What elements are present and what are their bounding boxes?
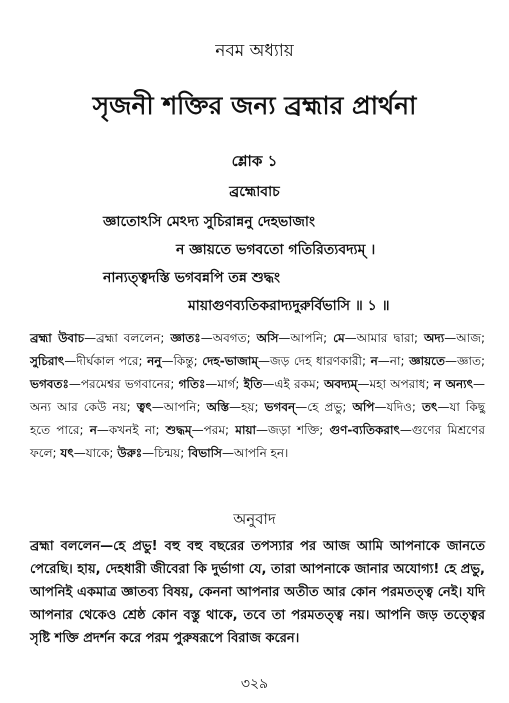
synonym-term: ননু <box>147 354 162 368</box>
page-number: ৩২৯ <box>240 676 269 692</box>
chapter-title: সৃজনী শক্তির জন্য ব্রহ্মার প্রার্থনা <box>92 91 417 120</box>
synonym-meaning: মহা অপরাধ <box>369 377 426 391</box>
synonym-meaning: কখনই না <box>108 423 156 437</box>
synonym-term: জ্ঞায়তে <box>409 354 445 368</box>
synonym-meaning: চিন্ময় <box>154 446 181 460</box>
synonym-term: ভগবতঃ <box>30 377 69 391</box>
synonym-meaning: আজ <box>456 331 481 345</box>
synonym-meaning: পরমেশ্বর ভগবানের <box>80 377 171 391</box>
synonym-term: অদ্য <box>424 331 445 345</box>
synonym-meaning: জড় দেহ ধারণকারী <box>270 354 362 368</box>
verse-line-2: ন জ্ঞায়তে ভগবতো গতিরিত্যবদ্যম্ । <box>176 242 376 258</box>
synonym-term: ন <box>370 354 378 368</box>
synonym-meaning: পরম <box>203 423 225 437</box>
synonym-term: ব্রহ্মা উবাচ <box>30 331 85 345</box>
synonym-term: শুদ্ধম্ <box>165 423 192 437</box>
synonym-meaning: জ্ঞাত <box>456 354 481 368</box>
synonym-meaning: আমার দ্বারা <box>356 331 415 345</box>
synonym-term: সুচিরাৎ <box>30 354 65 368</box>
synonym-meaning: অন্য আর কেউ নয় <box>30 400 127 414</box>
synonym-term: দেহ-ভাজাম্ <box>202 354 258 368</box>
synonym-meaning: আপনি হন <box>234 446 285 460</box>
synonym-meaning: যাকে <box>85 446 110 460</box>
synonym-meaning: জড়া শক্তি <box>268 423 320 437</box>
synonym-term: ন <box>89 423 97 437</box>
synonym-meaning: যা কিছু হতে পারে <box>30 400 486 437</box>
synonym-term: গুণ-ব্যতিকরাৎ <box>329 423 400 437</box>
verse-line-3: নান্যত্ত্বদস্তি ভগবন্নপি তন্ন শুদ্ধং <box>103 270 281 286</box>
synonym-term: যৎ <box>60 446 74 460</box>
synonym-term: উরুঃ <box>117 446 143 460</box>
synonym-meaning: হে প্রভু <box>307 400 343 414</box>
chapter-label: নবম অধ্যায় <box>215 41 294 61</box>
verse-line-1: জ্ঞাতোঽসি মেঽদ্য সুচিরান্ননু দেহভাজাং <box>103 214 316 230</box>
synonym-meaning: আপনি <box>290 331 324 345</box>
synonym-meaning: কিন্তু <box>173 354 194 368</box>
synonym-meaning: হয় <box>241 400 255 414</box>
synonym-term: অস্তি <box>206 400 230 414</box>
synonym-term: অসি <box>256 331 279 345</box>
synonym-term: ভগবন্ <box>264 400 296 414</box>
translation-heading: অনুবাদ <box>233 510 276 528</box>
synonym-term: ইতি <box>243 377 263 391</box>
synonym-term: ত্বৎ <box>136 400 152 414</box>
synonym-term: অবদ্যম্ <box>323 377 358 391</box>
synonym-meaning: গুণের মিশ্রণের ফলে <box>30 423 485 460</box>
synonym-term: বিভাসি <box>188 446 222 460</box>
sloka-label: শ্লোক ১ <box>231 152 278 170</box>
synonym-meaning: এই রকম <box>274 377 316 391</box>
word-meanings: ব্রহ্মা উবাচ—ব্রহ্মা বললেন; জ্ঞাতঃ—অবগত; অসি—আপনি; মে—আমার দ্বারা; অদ্য—আজ; সুচিরাৎ—দীর্ঘকাল পরে; ননু—কিন্তু; দেহ-ভাজাম্—জড় দেহ ধারণকারী; ন—না; জ্ঞায়তে—জ্ঞাত; ভগবতঃ—পরমেশ্বর ভগবানের; গতিঃ—মার্গ; ইতি—এই রকম; অবদ্যম্—মহা অপরাধ; ন অন্যৎ—অন্য আর কেউ নয়; ত্বৎ—আপনি; অস্তি—হয়; ভগবন্—হে প্রভু; অপি—যদিও; তৎ—যা কিছু হতে পারে; ন—কখনই না; শুদ্ধম্—পরম; মায়া—জড়া শক্তি; গুণ-ব্যতিকরাৎ—গুণের মিশ্রণের ফলে; যৎ—যাকে; উরুঃ—চিন্ময়; বিভাসি—আপনি হন। <box>30 331 486 460</box>
synonym-term: জ্ঞাতঃ <box>170 331 201 345</box>
verse-line-4: মায়াগুণব্যতিকরাদ্যদুরুর্বিভাসি ॥ ১ ॥ <box>188 298 390 314</box>
synonym-meaning: মার্গ <box>217 377 236 391</box>
synonym-meaning: আপনি <box>163 400 197 414</box>
synonym-term: মায়া <box>235 423 256 437</box>
synonym-term: তৎ <box>422 400 438 414</box>
sloka-speaker: ব্রহ্মোবাচ <box>229 184 280 200</box>
synonym-meaning: দীর্ঘকাল পরে <box>76 354 139 368</box>
synonym-meaning: ব্রহ্মা বললেন <box>96 331 161 345</box>
synonym-term: অপি <box>352 400 375 414</box>
synonym-term: গতিঃ <box>178 377 206 391</box>
synonym-meaning: অবগত <box>212 331 247 345</box>
synonym-term: ন অন্যৎ <box>433 377 474 391</box>
synonym-meaning: না <box>389 354 401 368</box>
synonym-term: মে <box>333 331 345 345</box>
synonym-meaning: যদিও <box>386 400 412 414</box>
translation-text: ব্রহ্মা বললেন—হে প্রভু! বহু বহু বছরের তপস্যার পর আজ আমি আপনাকে জানতে পেরেছি। হায়, দেহধারী জীবেরা কি দুর্ভাগা যে, তারা আপনাকে জানার অযোগ্য! হে প্রভু, আপনিই একমাত্র জ্ঞাতব্য বিষয়, কেননা আপনার অতীত আর কোন পরমতত্ত্ব নেই। যদি আপনার থেকেও শ্রেষ্ঠ কোন বস্তু থাকে, তবে তা পরমতত্ত্ব নয়। আপনি জড় তত্ত্বের সৃষ্টি শক্তি প্রদর্শন করে পরম পুরুষরূপে বিরাজ করেন। <box>30 539 485 646</box>
